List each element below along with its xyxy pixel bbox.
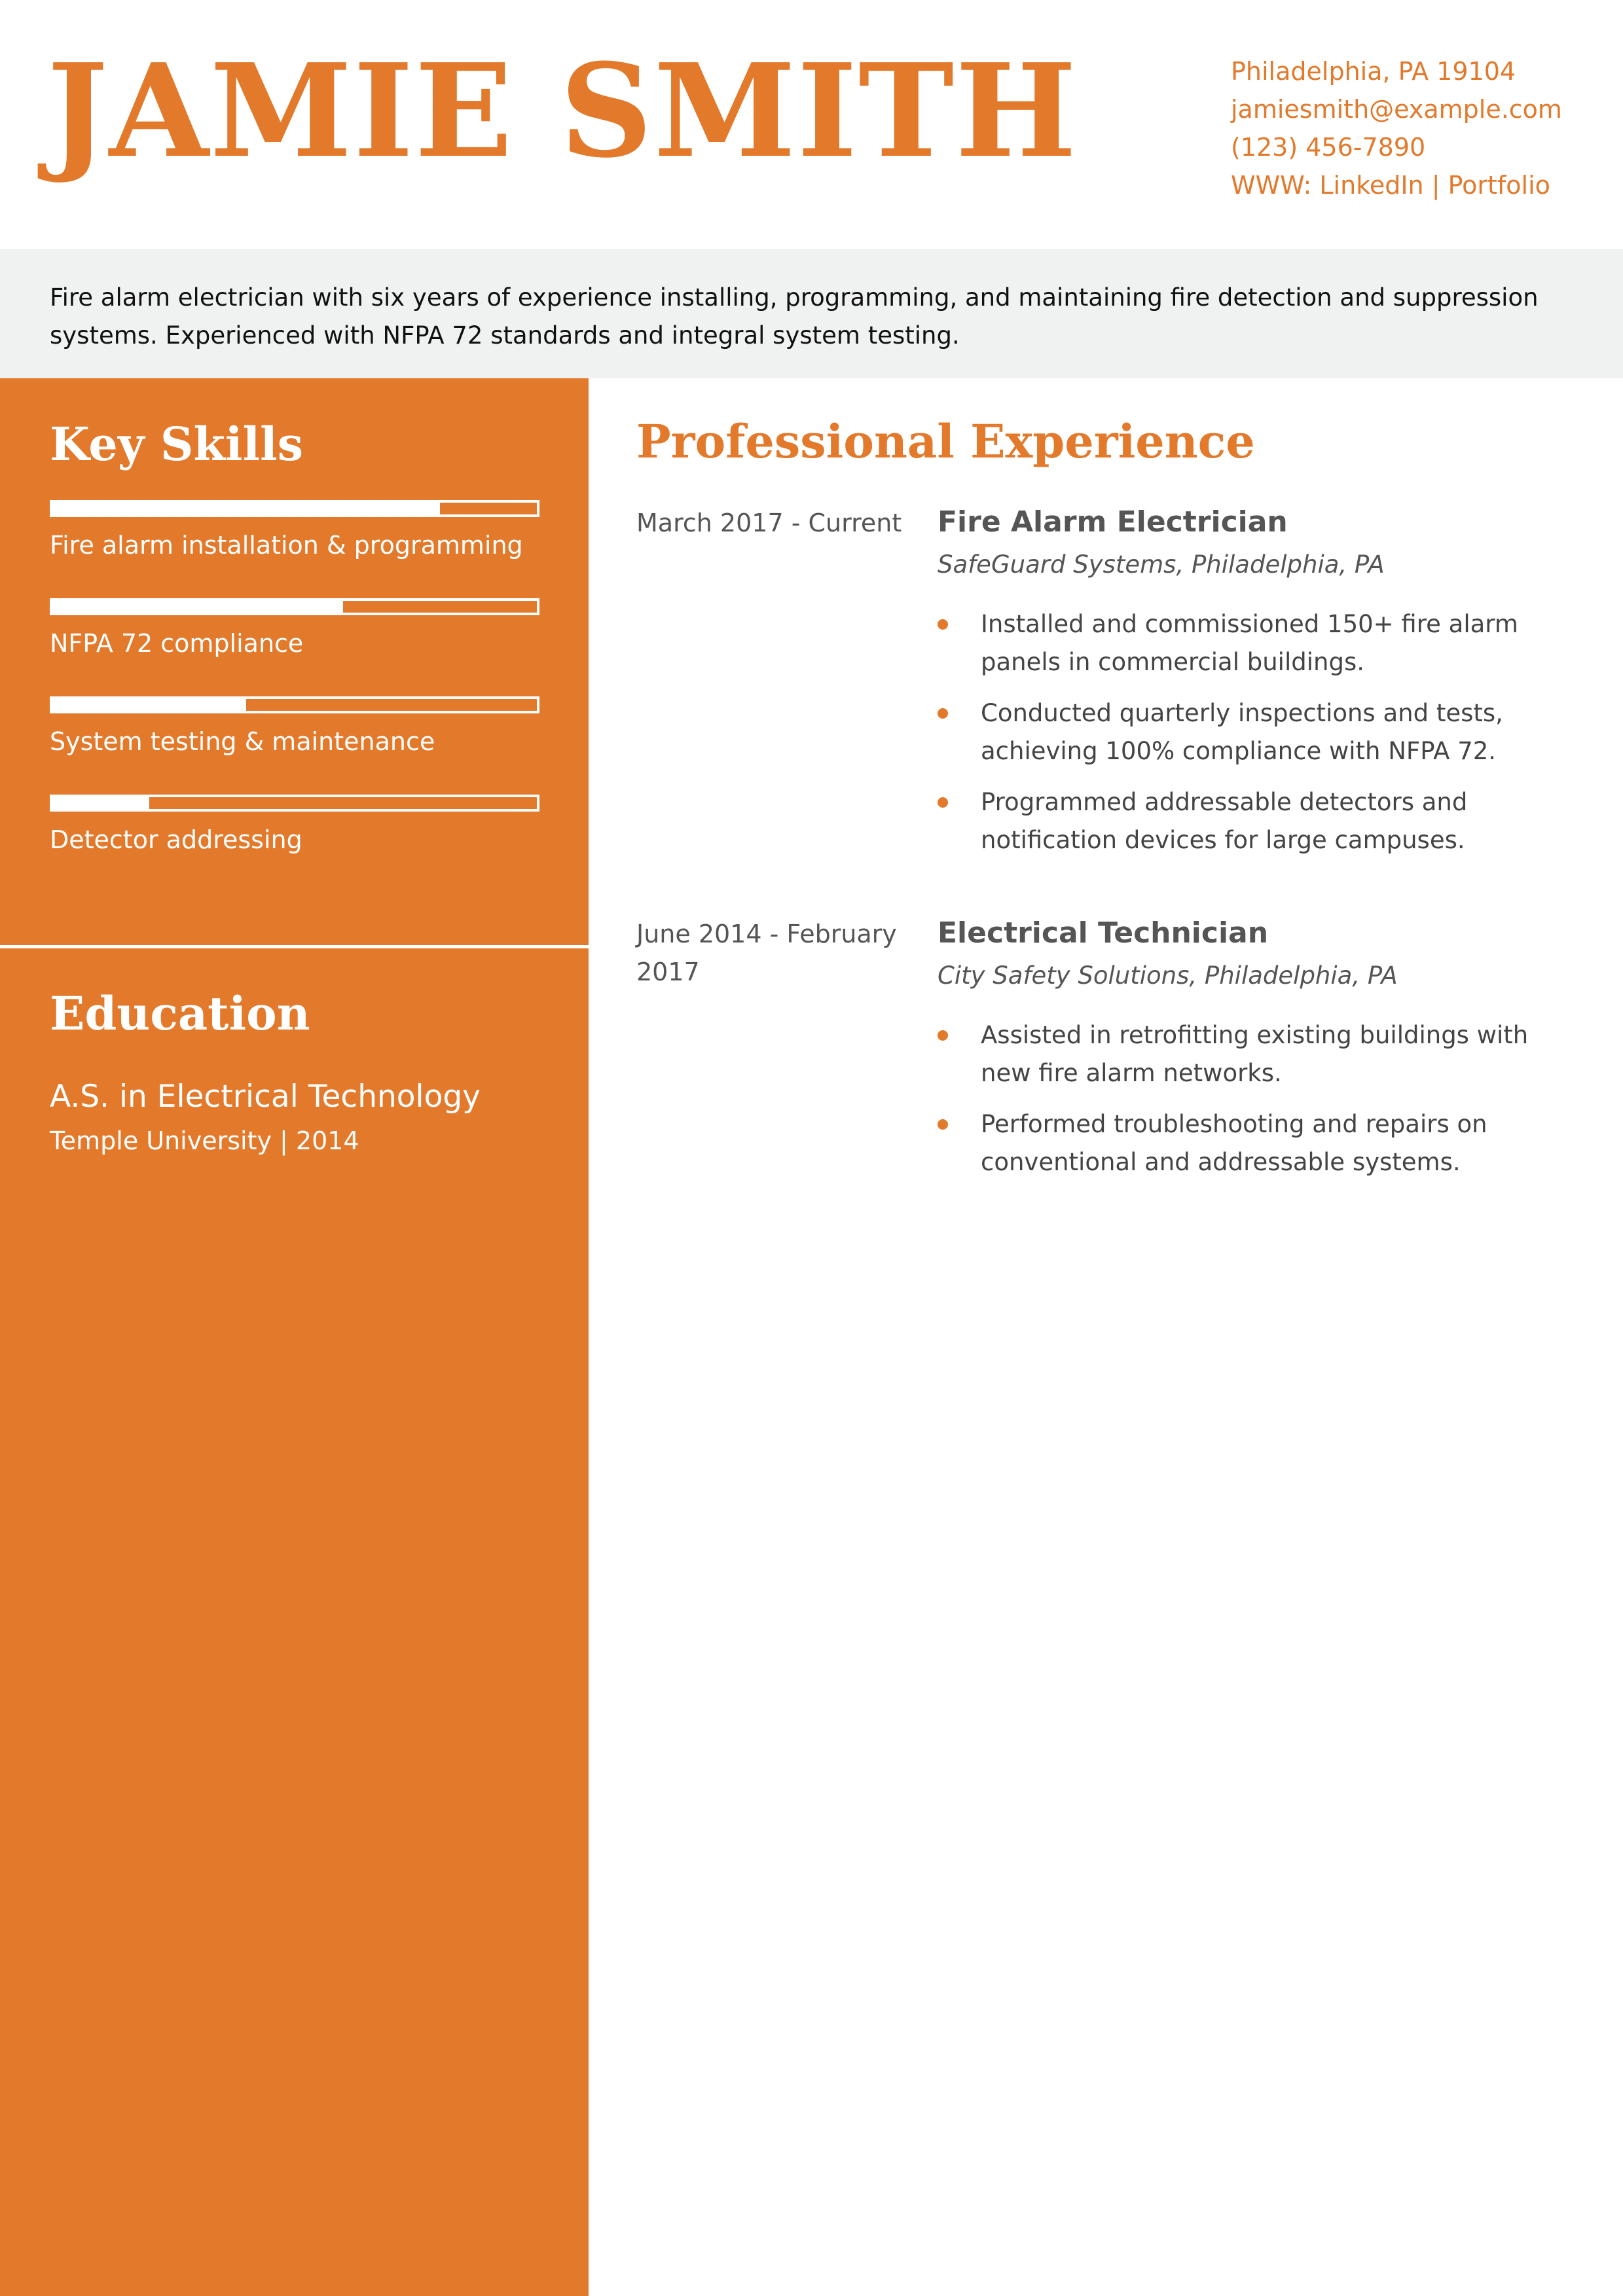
skill-item: [50, 598, 539, 661]
skills-heading: Key Skills: [50, 417, 304, 471]
skill-level-fill: [52, 797, 149, 809]
skill-item: [50, 696, 539, 759]
bullet-dot-icon: [938, 619, 948, 630]
bullet-text: Assisted in retrofitting existing buildings with new fire alarm networks.: [981, 1021, 1529, 1087]
bullet-item: [938, 1105, 1579, 1181]
bullet-dot-icon: [938, 1119, 948, 1130]
skill-item: [50, 500, 539, 563]
contact-address: Philadelphia, PA 19104: [1231, 57, 1516, 86]
job-company: SafeGuard Systems, Philadelphia, PA: [938, 550, 1385, 579]
bullet-item: [938, 694, 1579, 770]
sidebar: [0, 378, 589, 2296]
education-heading: Education: [50, 986, 310, 1041]
bullet-item: [938, 605, 1579, 681]
job-title: Electrical Technician: [938, 916, 1269, 950]
job-company: City Safety Solutions, Philadelphia, PA: [938, 961, 1398, 990]
job-bullets: [938, 605, 1579, 859]
education-school: Temple University | 2014: [50, 1126, 359, 1155]
experience-heading: Professional Experience: [636, 414, 1255, 469]
job-details: [938, 504, 1579, 872]
contact-phone[interactable]: (123) 456-7890: [1231, 133, 1426, 162]
job-dates: March 2017 - Current: [636, 509, 902, 537]
sidebar-divider: [0, 945, 589, 948]
skill-label: NFPA 72 compliance: [50, 629, 304, 658]
bullet-text: Programmed addressable detectors and notification devices for large campuses.: [981, 788, 1468, 854]
bullet-item: [938, 783, 1579, 859]
skill-level-fill: [52, 503, 440, 514]
bullet-dot-icon: [938, 708, 948, 719]
job-bullets: [938, 1016, 1579, 1181]
candidate-name: JAMIE SMITH: [47, 36, 1078, 187]
skill-level-bar: [50, 500, 539, 517]
contact-email[interactable]: jamiesmith@example.com: [1231, 95, 1562, 124]
skill-item: [50, 795, 539, 857]
bullet-dot-icon: [938, 797, 948, 808]
skill-level-bar: [50, 795, 539, 812]
bullet-text: Performed troubleshooting and repairs on conventional and addressable systems.: [981, 1110, 1487, 1176]
skill-level-fill: [52, 699, 246, 711]
job-details: [938, 915, 1579, 1194]
skill-label: Detector addressing: [50, 825, 302, 854]
skill-level-fill: [52, 601, 343, 613]
bullet-text: Installed and commissioned 150+ fire alarm panels in commercial buildings.: [981, 610, 1518, 676]
skill-level-bar: [50, 696, 539, 713]
skill-label: Fire alarm installation & programming: [50, 531, 523, 560]
job-dates: June 2014 - February 2017: [636, 920, 897, 986]
contact-info: [1231, 52, 1562, 204]
skill-label: System testing & maintenance: [50, 727, 435, 756]
contact-web-links[interactable]: WWW: LinkedIn | Portfolio: [1231, 171, 1550, 200]
job-title: Fire Alarm Electrician: [938, 505, 1288, 539]
bullet-item: [938, 1016, 1579, 1092]
bullet-text: Conducted quarterly inspections and tests, achieving 100% compliance with NFPA 72.: [981, 699, 1503, 765]
summary-section: [0, 249, 1623, 378]
resume-header: [0, 0, 1623, 249]
bullet-dot-icon: [938, 1030, 948, 1041]
summary-text: Fire alarm electrician with six years of experience installing, programming, and maintaining fire detection and suppression systems. Experienced with NFPA 72 standards and integral system testing.: [50, 283, 1539, 350]
education-degree: A.S. in Electrical Technology: [50, 1079, 481, 1115]
skill-level-bar: [50, 598, 539, 615]
